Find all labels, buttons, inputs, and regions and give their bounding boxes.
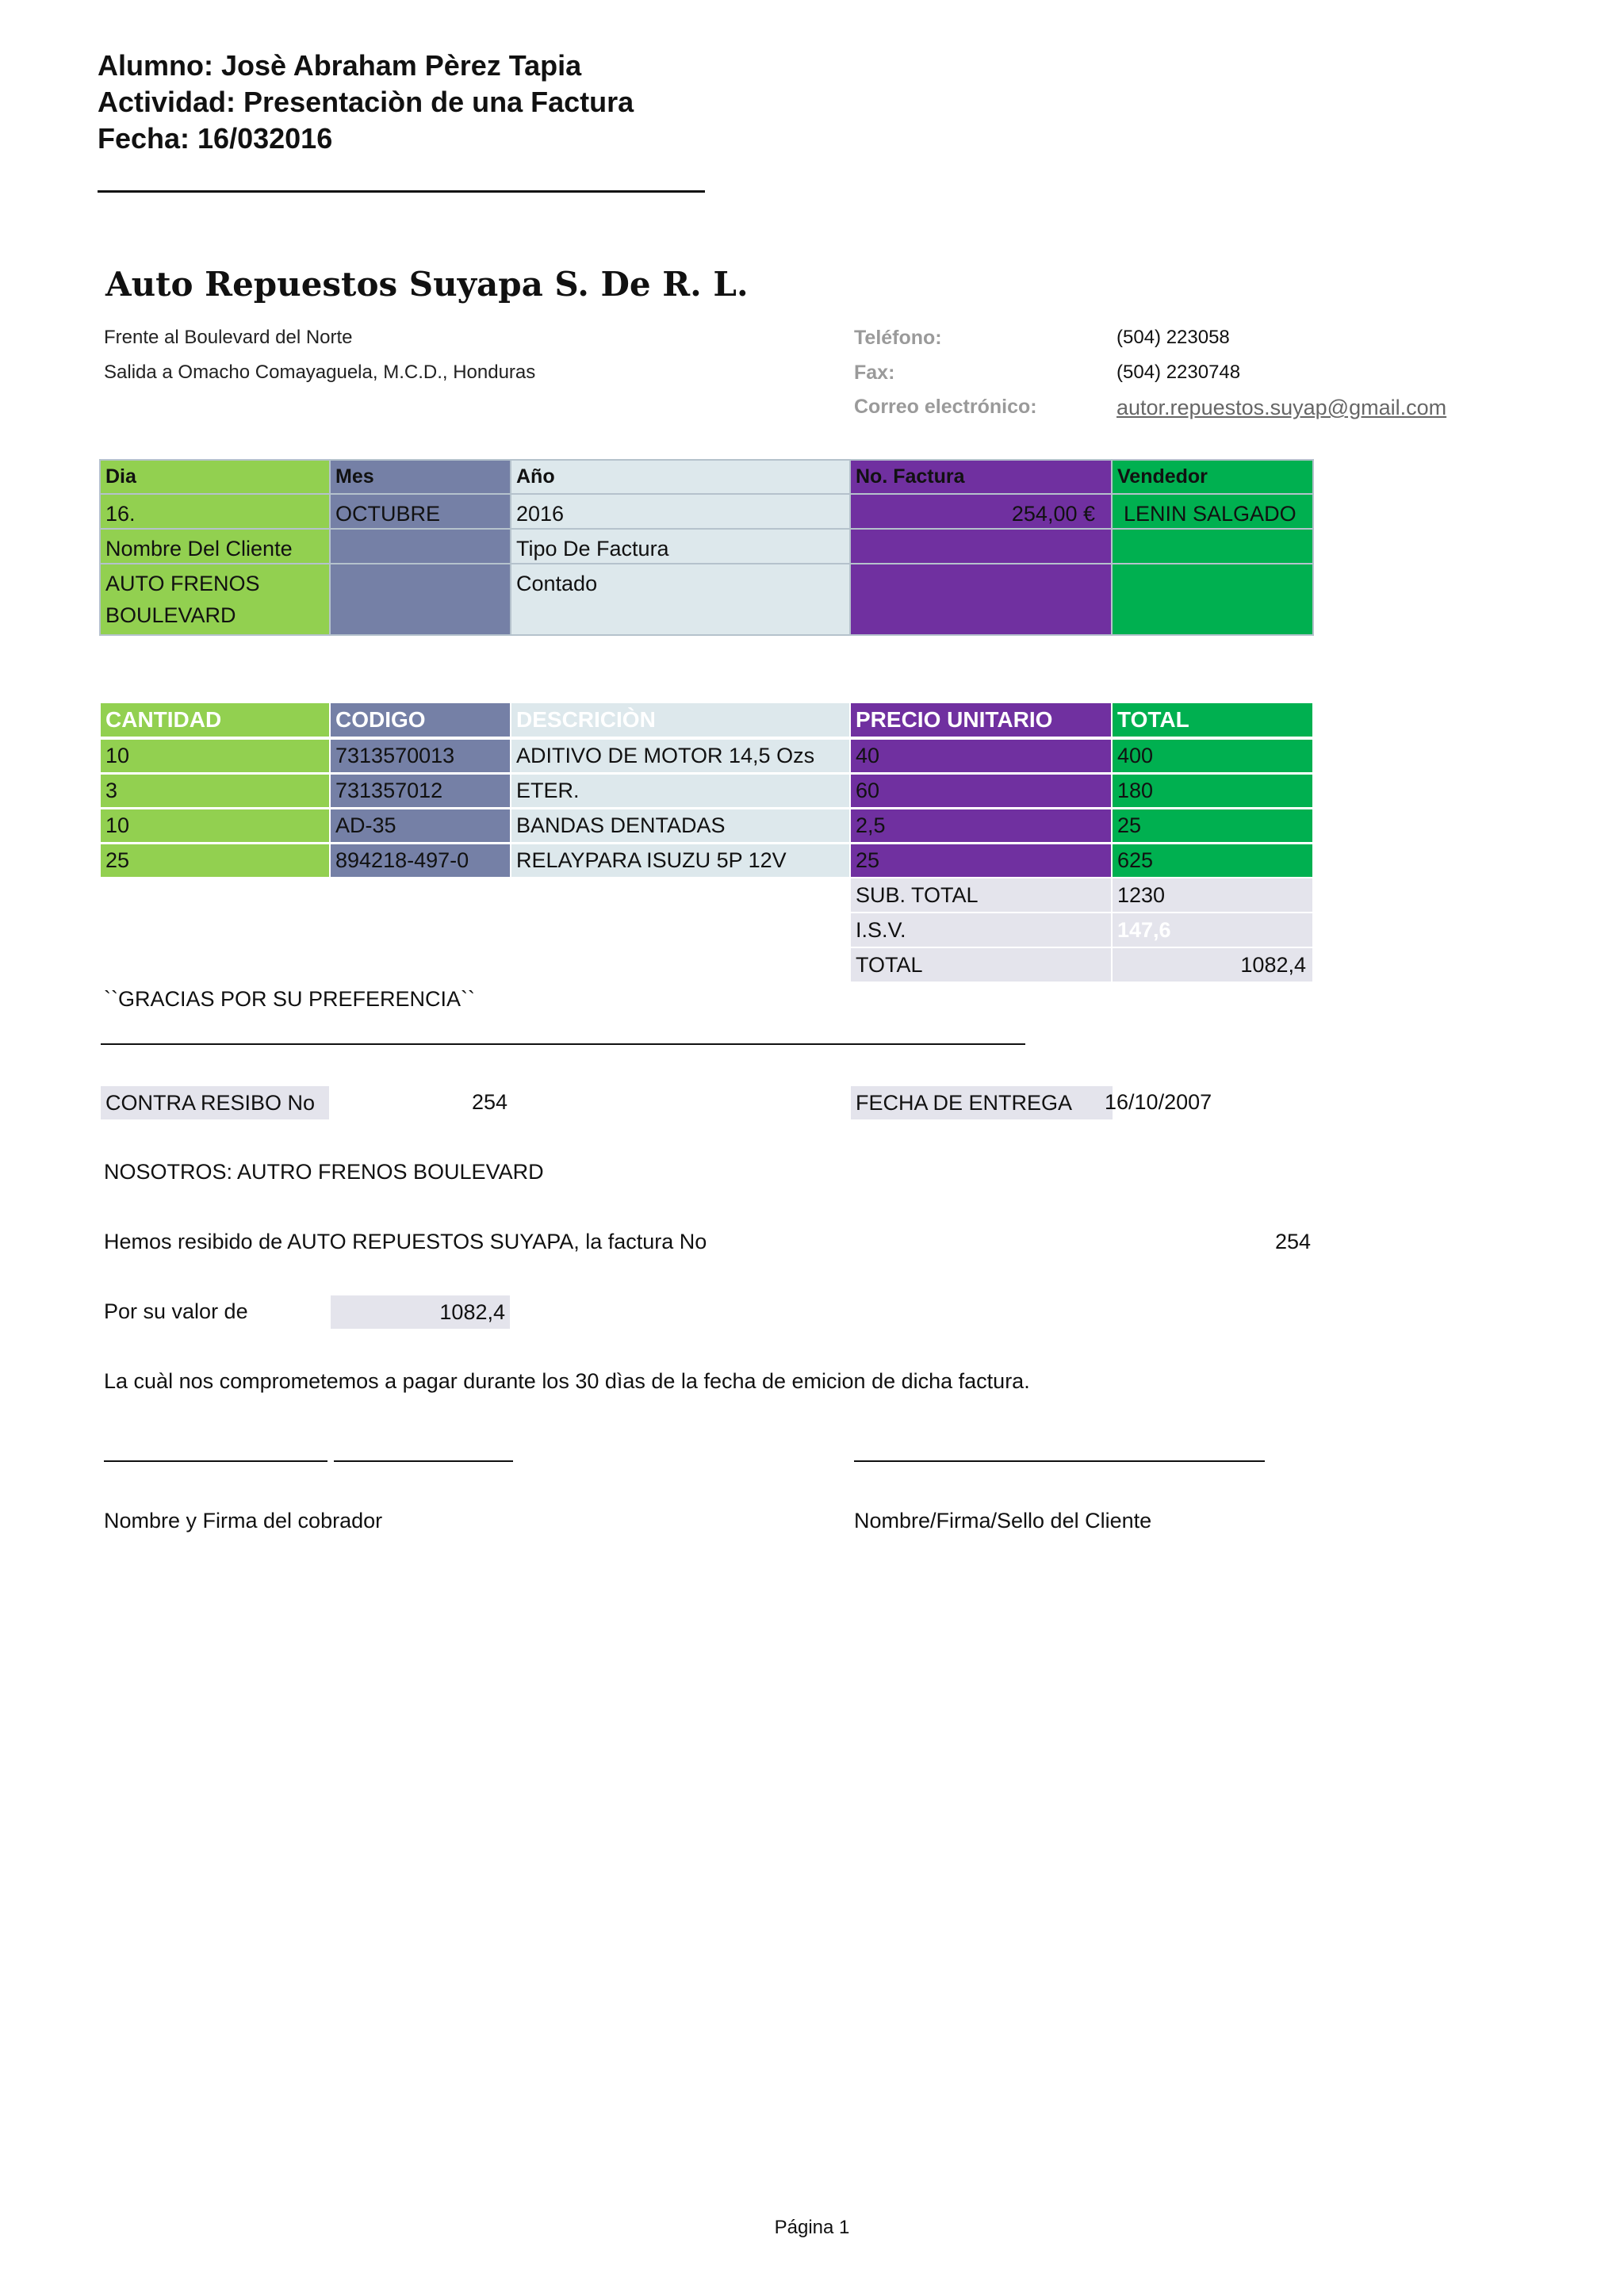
isv-value: 147,6 bbox=[1113, 913, 1312, 947]
page-number: Página 1 bbox=[774, 2217, 850, 2238]
header-date: Fecha: 16/032016 bbox=[98, 122, 333, 155]
fax-value: (504) 2230748 bbox=[1116, 362, 1241, 383]
valor-amount: 1082,4 bbox=[331, 1295, 510, 1329]
company-address-line1: Frente al Boulevard del Norte bbox=[104, 327, 353, 348]
info-empty-cell bbox=[1113, 530, 1312, 563]
cobrador-signature-line bbox=[334, 1460, 513, 1462]
cliente-signature-line bbox=[854, 1460, 1265, 1462]
info-empty-cell bbox=[1113, 564, 1312, 634]
isv-label: I.S.V. bbox=[851, 913, 1111, 947]
total-label: TOTAL bbox=[851, 948, 1111, 982]
info-dia-value: 16. bbox=[101, 495, 329, 528]
info-empty-cell bbox=[331, 564, 510, 634]
info-empty-cell bbox=[851, 530, 1111, 563]
activity-title: Actividad: Presentaciòn de una Factura bbox=[98, 86, 634, 118]
item-total: 625 bbox=[1113, 844, 1312, 877]
student-name: Alumno: Josè Abraham Pèrez Tapia bbox=[98, 49, 582, 82]
cliente-signature-label: Nombre/Firma/Sello del Cliente bbox=[854, 1509, 1152, 1533]
info-header-anio: Año bbox=[511, 461, 849, 493]
info-factura-value: 254,00 € bbox=[851, 495, 1111, 528]
item-codigo: 7313570013 bbox=[331, 740, 510, 772]
info-empty-cell bbox=[851, 564, 1111, 634]
item-codigo: AD-35 bbox=[331, 809, 510, 842]
item-codigo: 731357012 bbox=[331, 775, 510, 807]
items-header-codigo: CODIGO bbox=[331, 703, 510, 737]
hemos-resibido-text: Hemos resibido de AUTO REPUESTOS SUYAPA, la factura No bbox=[104, 1230, 707, 1253]
item-precio: 60 bbox=[851, 775, 1111, 807]
item-total: 180 bbox=[1113, 775, 1312, 807]
item-descripcion: BANDAS DENTADAS bbox=[511, 809, 849, 842]
items-header-descripcion: DESCRICIÒN bbox=[511, 703, 849, 737]
items-header-total: TOTAL bbox=[1113, 703, 1312, 737]
info-empty-cell bbox=[331, 530, 510, 563]
info-header-vendedor: Vendedor bbox=[1113, 461, 1312, 493]
company-address-line2: Salida a Omacho Comayaguela, M.C.D., Honduras bbox=[104, 362, 536, 383]
item-cantidad: 3 bbox=[101, 775, 329, 807]
header-divider bbox=[98, 190, 705, 193]
info-anio-value: 2016 bbox=[511, 495, 849, 528]
item-total: 25 bbox=[1113, 809, 1312, 842]
item-descripcion: RELAYPARA ISUZU 5P 12V bbox=[511, 844, 849, 877]
tipo-factura-label: Tipo De Factura bbox=[511, 530, 849, 563]
hemos-factura-value: 254 bbox=[1275, 1230, 1312, 1253]
phone-value: (504) 223058 bbox=[1116, 327, 1230, 348]
cobrador-signature-label: Nombre y Firma del cobrador bbox=[104, 1509, 383, 1533]
item-descripcion: ADITIVO DE MOTOR 14,5 Ozs bbox=[511, 740, 849, 772]
compromiso-text: La cuàl nos comprometemos a pagar durante los 30 dìas de la fecha de emicion de dicha factura. bbox=[104, 1369, 1030, 1393]
email-label: Correo electrónico: bbox=[854, 396, 1037, 418]
cliente-label: Nombre Del Cliente bbox=[101, 530, 329, 563]
item-cantidad: 25 bbox=[101, 844, 329, 877]
fecha-entrega-value: 16/10/2007 bbox=[1105, 1090, 1212, 1114]
info-header-mes: Mes bbox=[331, 461, 510, 493]
nosotros-text: NOSOTROS: AUTRO FRENOS BOULEVARD bbox=[104, 1160, 544, 1184]
cliente-value bbox=[101, 564, 329, 634]
cobrador-signature-line bbox=[104, 1460, 327, 1462]
info-mes-value: OCTUBRE bbox=[331, 495, 510, 528]
item-cantidad: 10 bbox=[101, 809, 329, 842]
item-precio: 2,5 bbox=[851, 809, 1111, 842]
company-name: Auto Repuestos Suyapa S. De R. L. bbox=[105, 265, 749, 304]
item-precio: 40 bbox=[851, 740, 1111, 772]
info-vendedor-value: LENIN SALGADO bbox=[1113, 495, 1312, 528]
item-codigo: 894218-497-0 bbox=[331, 844, 510, 877]
items-header-precio: PRECIO UNITARIO bbox=[851, 703, 1111, 737]
email-link[interactable]: autor.repuestos.suyap@gmail.com bbox=[1116, 396, 1447, 419]
tipo-factura-value: Contado bbox=[511, 564, 849, 634]
fax-label: Fax: bbox=[854, 362, 895, 384]
valor-label: Por su valor de bbox=[104, 1299, 248, 1323]
contra-resibo-value: 254 bbox=[472, 1090, 508, 1114]
items-header-cantidad: CANTIDAD bbox=[101, 703, 329, 737]
total-value: 1082,4 bbox=[1113, 948, 1312, 982]
cliente-value-line2: BOULEVARD bbox=[105, 603, 236, 627]
phone-label: Teléfono: bbox=[854, 327, 942, 349]
item-descripcion: ETER. bbox=[511, 775, 849, 807]
item-total: 400 bbox=[1113, 740, 1312, 772]
subtotal-value: 1230 bbox=[1113, 878, 1312, 912]
item-precio: 25 bbox=[851, 844, 1111, 877]
contra-resibo-label: CONTRA RESIBO No bbox=[101, 1086, 329, 1119]
info-header-dia: Dia bbox=[101, 461, 329, 493]
item-cantidad: 10 bbox=[101, 740, 329, 772]
cliente-value-line1: AUTO FRENOS bbox=[105, 572, 260, 595]
thanks-message: ``GRACIAS POR SU PREFERENCIA`` bbox=[104, 987, 476, 1011]
info-header-factura: No. Factura bbox=[851, 461, 1111, 493]
fecha-entrega-label: FECHA DE ENTREGA bbox=[851, 1086, 1113, 1119]
thanks-divider bbox=[101, 1043, 1025, 1045]
subtotal-label: SUB. TOTAL bbox=[851, 878, 1111, 912]
